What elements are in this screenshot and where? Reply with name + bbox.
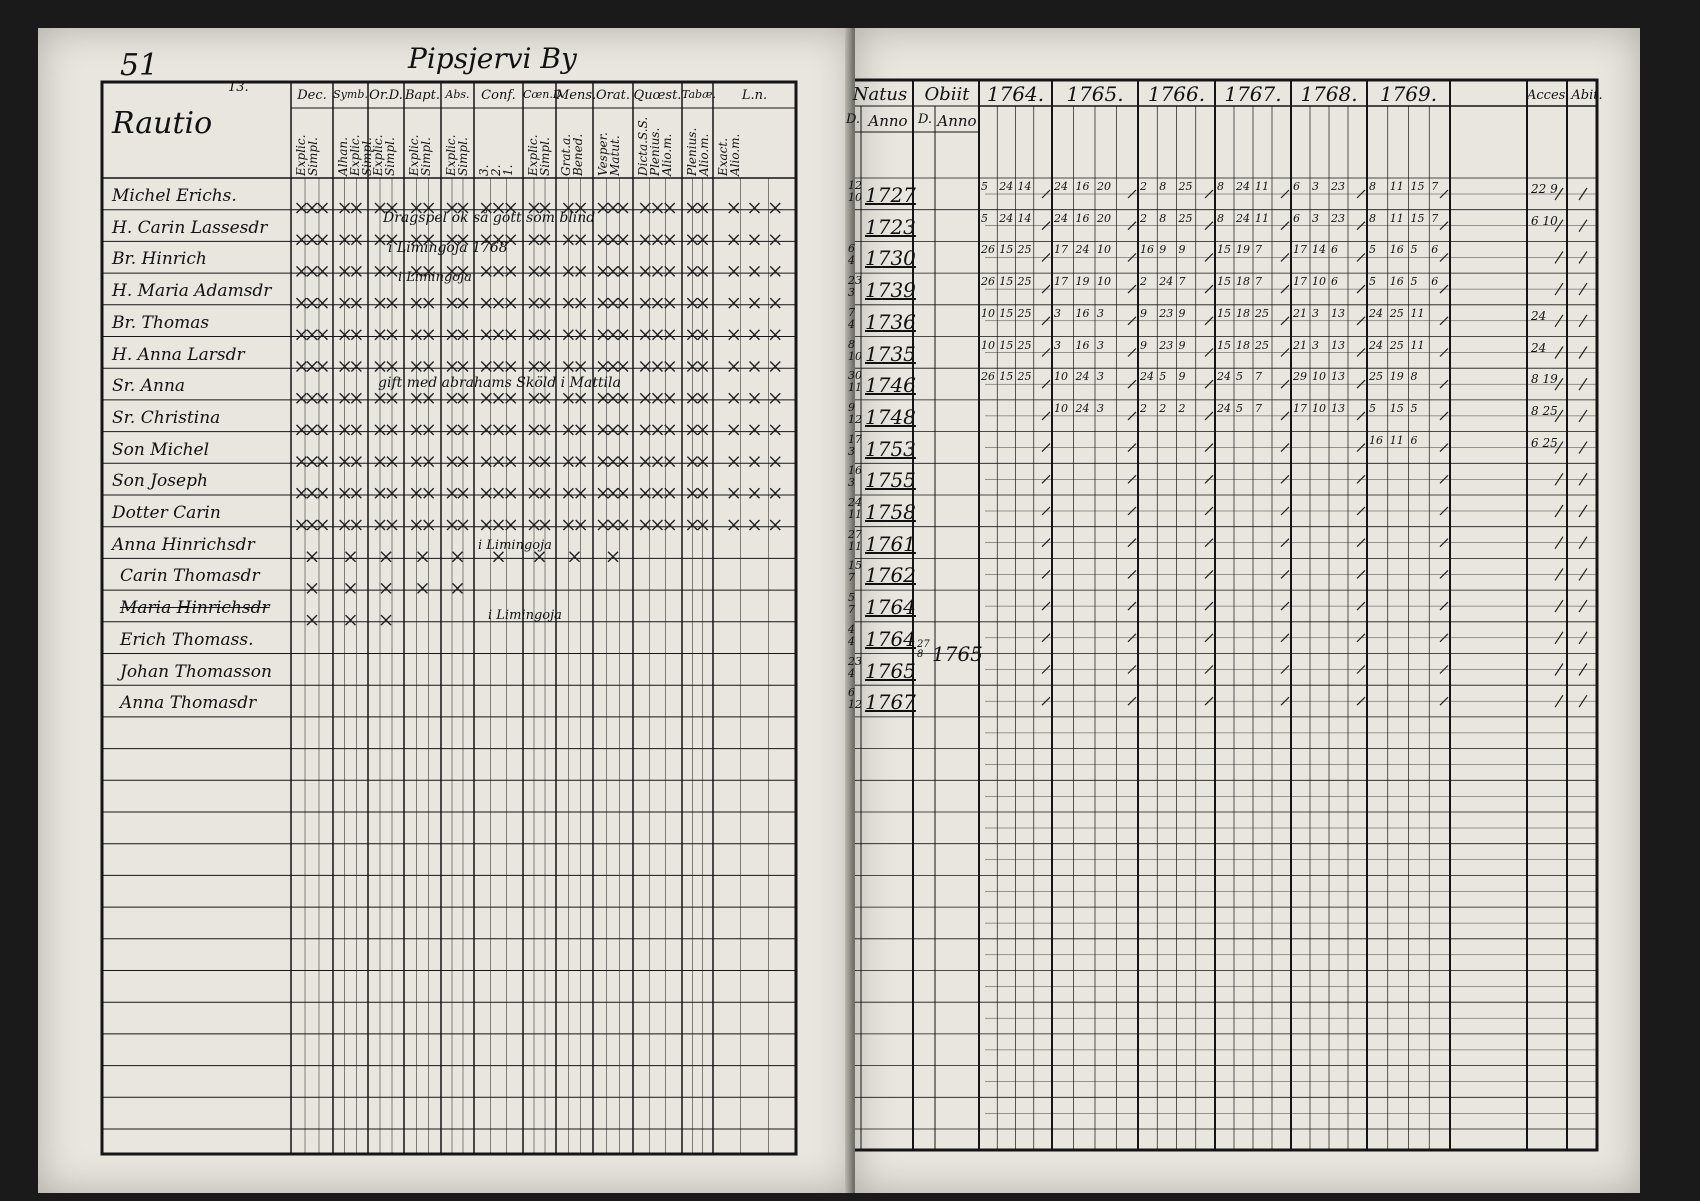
natus-header: Natus xyxy=(852,84,908,105)
year-mark: 8 xyxy=(1217,180,1224,193)
year-mark: 24 xyxy=(1369,306,1383,320)
year-mark: 3 xyxy=(1097,306,1104,320)
birth-day: 17 3 xyxy=(848,432,862,458)
birth-year: 1746 xyxy=(865,373,916,398)
year-mark: 15 xyxy=(999,338,1014,352)
column-header-label: L.n. xyxy=(741,88,768,103)
year-mark: 25 xyxy=(1389,338,1404,352)
year-mark: 5 xyxy=(981,180,988,193)
year-mark: 24 xyxy=(1236,180,1250,193)
acces-mark: 6 10 xyxy=(1531,213,1558,228)
year-mark: 17 xyxy=(1293,401,1307,415)
birth-year: 1761 xyxy=(865,531,916,556)
year-mark: 19 xyxy=(1389,370,1404,384)
left-page xyxy=(38,28,853,1193)
year-mark: 24 xyxy=(1140,370,1154,384)
house-name: Rautio xyxy=(112,106,213,141)
year-mark: 5 xyxy=(1236,401,1243,415)
year-mark: 13 xyxy=(1331,370,1345,384)
year-mark: 25 xyxy=(1178,180,1193,193)
birth-day: 27 11 xyxy=(848,527,862,553)
year-mark: 15 xyxy=(1410,180,1425,193)
year-mark: 14 xyxy=(1017,180,1032,193)
birth-day: 24 11 xyxy=(848,496,862,521)
year-header: 1767. xyxy=(1224,82,1282,106)
year-mark: 6 xyxy=(1410,433,1418,447)
year-mark: 3 xyxy=(1054,338,1061,352)
year-mark: 9 xyxy=(1140,306,1147,320)
year-mark: 18 xyxy=(1236,275,1250,289)
birth-year: 1765 xyxy=(865,658,916,683)
birth-day: 6 12 xyxy=(848,686,862,712)
year-mark: 17 xyxy=(1054,243,1068,257)
year-mark: 8 xyxy=(1159,180,1167,193)
year-mark: 16 xyxy=(1075,306,1090,320)
year-mark: 25 xyxy=(1255,306,1269,320)
column-header-sublabel: Explic. Simpl. xyxy=(294,134,320,176)
person-name: Erich Thomass. xyxy=(120,629,254,650)
year-mark: 23 xyxy=(1331,180,1345,193)
year-mark: 15 xyxy=(999,243,1014,257)
annotation: i Limingoja xyxy=(478,538,552,553)
year-mark: 6 xyxy=(1431,243,1439,257)
birth-year: 1748 xyxy=(865,404,916,429)
year-mark: 15 xyxy=(999,306,1014,320)
year-mark: 24 xyxy=(1075,243,1090,257)
person-name: Br. Thomas xyxy=(112,312,210,333)
birth-day: 8 10 xyxy=(848,337,862,363)
year-mark: 3 xyxy=(1097,338,1104,352)
year-mark: 16 xyxy=(1389,243,1404,257)
year-mark: 7 xyxy=(1178,275,1186,289)
year-mark: 5 xyxy=(1236,370,1243,384)
annotation: i Limingoja xyxy=(398,270,472,285)
year-mark: 25 xyxy=(1017,370,1032,384)
year-mark: 9 xyxy=(1178,306,1186,320)
year-mark: 25 xyxy=(1389,306,1404,320)
column-header-label: Tabæ. xyxy=(682,88,716,101)
year-mark: 10 xyxy=(1097,243,1111,257)
year-mark: 11 xyxy=(1389,211,1404,225)
year-mark: 25 xyxy=(1017,275,1032,289)
year-mark: 20 xyxy=(1097,180,1111,193)
person-name: Johan Thomasson xyxy=(120,661,272,682)
year-mark: 3 xyxy=(1312,338,1319,352)
table-border xyxy=(855,80,1597,1150)
year-mark: 13 xyxy=(1331,401,1345,415)
year-mark: 5 xyxy=(1410,401,1418,415)
year-mark: 24 xyxy=(1217,401,1231,415)
year-mark: 3 xyxy=(1054,306,1061,320)
person-name: H. Maria Adamsdr xyxy=(112,281,272,302)
year-mark: 2 xyxy=(1140,180,1147,193)
year-mark: 24 xyxy=(1054,211,1068,225)
year-mark: 16 xyxy=(1075,180,1090,193)
column-header-label: Cœn.D. xyxy=(523,88,565,101)
year-mark: 26 xyxy=(981,275,995,289)
year-mark: 15 xyxy=(1217,275,1231,289)
year-mark: 10 xyxy=(981,306,995,320)
year-mark: 6 xyxy=(1331,243,1338,257)
year-mark: 10 xyxy=(1054,401,1068,415)
acces-mark: 6 25 xyxy=(1531,435,1558,450)
year-mark: 24 xyxy=(1075,401,1090,415)
year-mark: 24 xyxy=(1217,370,1231,384)
year-mark: 3 xyxy=(1312,306,1319,320)
year-mark: 15 xyxy=(1389,401,1404,415)
year-mark: 24 xyxy=(1075,370,1090,384)
natus-day-header: D. xyxy=(845,112,861,127)
year-mark: 2 xyxy=(1140,211,1147,225)
year-mark: 7 xyxy=(1255,275,1262,289)
year-mark: 10 xyxy=(1054,370,1068,384)
year-mark: 8 xyxy=(1369,211,1376,225)
year-mark: 9 xyxy=(1140,338,1147,352)
annotation: i Limingoja 1768 xyxy=(388,240,508,256)
year-mark: 13 xyxy=(1331,338,1345,352)
year-mark: 10 xyxy=(1312,401,1326,415)
year-mark: 24 xyxy=(999,211,1014,225)
year-mark: 11 xyxy=(1255,180,1269,193)
year-mark: 7 xyxy=(1255,370,1262,384)
column-header-label: Orat. xyxy=(596,88,630,103)
column-header-sublabel: Exact. Alio.m. xyxy=(716,133,742,176)
year-mark: 15 xyxy=(1217,306,1231,320)
year-mark: 25 xyxy=(1255,338,1269,352)
year-mark: 19 xyxy=(1236,243,1250,257)
year-mark: 18 xyxy=(1236,338,1250,352)
year-mark: 9 xyxy=(1178,338,1186,352)
year-mark: 10 xyxy=(1312,370,1326,384)
year-mark: 6 xyxy=(1431,275,1439,289)
person-name: Br. Hinrich xyxy=(112,249,207,270)
year-mark: 6 xyxy=(1293,180,1300,193)
right-ledger-grid xyxy=(855,28,1640,1193)
person-name: H. Carin Lassesdr xyxy=(112,217,268,238)
obiit-year-header: Anno xyxy=(937,112,977,130)
year-header: 1769. xyxy=(1379,82,1438,106)
year-mark: 17 xyxy=(1293,243,1307,257)
year-mark: 2 xyxy=(1178,401,1186,415)
column-header-label: Mens. xyxy=(556,88,597,103)
person-name: Son Joseph xyxy=(112,471,208,492)
year-mark: 11 xyxy=(1410,338,1425,352)
column-header-sublabel: Explic. Simpl. xyxy=(371,134,397,176)
year-mark: 16 xyxy=(1369,433,1383,447)
year-mark: 10 xyxy=(981,338,995,352)
year-mark: 24 xyxy=(999,180,1014,193)
birth-year: 1762 xyxy=(865,563,916,588)
death-year: 1765 xyxy=(932,642,983,666)
year-mark: 3 xyxy=(1312,180,1319,193)
person-name: Anna Hinrichsdr xyxy=(112,534,255,555)
person-name: Dotter Carin xyxy=(112,503,221,523)
column-header-label: Dec. xyxy=(297,88,327,103)
birth-day: 6 4 xyxy=(848,242,855,268)
year-mark: 21 xyxy=(1293,338,1307,352)
year-mark: 26 xyxy=(981,243,995,257)
year-mark: 2 xyxy=(1140,275,1147,289)
acces-header: Acces. xyxy=(1527,88,1570,103)
year-mark: 2 xyxy=(1140,401,1147,415)
year-mark: 3 xyxy=(1097,401,1104,415)
acces-mark: 8 25 xyxy=(1531,403,1558,418)
year-mark: 6 xyxy=(1293,211,1300,225)
acces-mark: 8 19 xyxy=(1531,372,1558,387)
person-name: Son Michel xyxy=(112,439,210,460)
year-mark: 15 xyxy=(999,275,1014,289)
year-mark: 18 xyxy=(1236,306,1250,320)
person-name: Anna Thomasdr xyxy=(120,693,257,714)
year-mark: 16 xyxy=(1140,243,1154,257)
year-header: 1764. xyxy=(986,82,1045,106)
year-mark: 3 xyxy=(1097,370,1104,384)
column-header-sublabel: Explic. Simpl. xyxy=(407,134,433,176)
birth-year: 1764 xyxy=(865,626,916,651)
year-mark: 7 xyxy=(1255,243,1262,257)
column-header-sublabel: Alhan. Explic. Simpl. xyxy=(336,134,374,176)
year-mark: 10 xyxy=(1312,275,1326,289)
year-mark: 6 xyxy=(1331,275,1338,289)
column-header-sublabel: 3. 2. 1. xyxy=(477,164,515,176)
birth-year: 1758 xyxy=(865,500,916,524)
birth-year: 1739 xyxy=(865,278,916,303)
column-header-sublabel: Vesper. Matut. xyxy=(596,132,622,176)
birth-year: 1727 xyxy=(865,183,916,207)
person-name: Carin Thomasdr xyxy=(120,566,260,587)
column-header-label: Bapt. xyxy=(405,88,440,103)
birth-year: 1735 xyxy=(865,341,916,366)
year-mark: 24 xyxy=(1159,275,1174,289)
person-name: H. Anna Larsdr xyxy=(112,344,245,365)
year-mark: 15 xyxy=(1217,338,1231,352)
birth-day: 9 12 xyxy=(848,400,862,426)
year-mark: 25 xyxy=(1017,306,1032,320)
year-header: 1766. xyxy=(1147,82,1206,106)
year-mark: 3 xyxy=(1312,211,1319,225)
year-mark: 13 xyxy=(1331,306,1345,320)
year-mark: 8 xyxy=(1159,211,1167,225)
year-mark: 21 xyxy=(1293,306,1307,320)
year-mark: 29 xyxy=(1293,370,1307,384)
year-mark: 19 xyxy=(1075,275,1090,289)
year-mark: 10 xyxy=(1097,275,1111,289)
person-name: Sr. Christina xyxy=(112,407,221,428)
year-mark: 25 xyxy=(1178,211,1193,225)
year-mark: 5 xyxy=(1410,275,1418,289)
year-mark: 7 xyxy=(1255,401,1262,415)
year-mark: 8 xyxy=(1369,180,1376,193)
year-mark: 23 xyxy=(1331,211,1345,225)
year-mark: 16 xyxy=(1389,275,1404,289)
column-header-sublabel: Explic. Simpl. xyxy=(444,134,470,176)
obiit-header: Obiit xyxy=(924,84,970,105)
birth-year: 1723 xyxy=(865,214,916,239)
year-mark: 17 xyxy=(1054,275,1068,289)
year-mark: 8 xyxy=(1410,370,1418,384)
column-header-label: Symb. xyxy=(333,88,368,101)
birth-day: 30 11 xyxy=(848,369,862,395)
year-mark: 16 xyxy=(1075,338,1090,352)
year-header: 1765. xyxy=(1066,82,1124,106)
year-mark: 25 xyxy=(1017,338,1032,352)
year-mark: 17 xyxy=(1293,275,1307,289)
year-mark: 25 xyxy=(1369,370,1383,384)
year-mark: 7 xyxy=(1431,180,1439,193)
birth-year: 1736 xyxy=(865,309,916,334)
year-mark: 5 xyxy=(981,211,988,225)
birth-year: 1730 xyxy=(865,246,916,271)
birth-year: 1764 xyxy=(865,595,916,620)
column-header-label: Or.D. xyxy=(369,88,403,103)
acces-mark: 24 xyxy=(1531,340,1547,355)
abit-header: Abit. xyxy=(1571,88,1603,103)
death-day: 27 8 xyxy=(917,639,930,660)
birth-day: 5 7 xyxy=(848,591,855,617)
year-mark: 24 xyxy=(1236,211,1250,225)
birth-day: 7 4 xyxy=(848,305,855,331)
birth-year: 1767 xyxy=(865,690,916,715)
obiit-day-header: D. xyxy=(917,112,933,127)
birth-day: 16 3 xyxy=(848,464,862,490)
birth-year: 1755 xyxy=(865,468,916,493)
annotation: i Limingoja xyxy=(488,608,562,623)
column-header-label: Conf. xyxy=(481,88,516,103)
birth-year: 1753 xyxy=(865,436,916,461)
year-mark: 25 xyxy=(1017,243,1032,257)
year-mark: 5 xyxy=(1369,401,1376,415)
column-header-label: Abs. xyxy=(445,88,470,101)
year-mark: 9 xyxy=(1178,370,1186,384)
birth-day: 12 10 xyxy=(848,179,862,204)
year-mark: 11 xyxy=(1389,433,1404,447)
year-mark: 24 xyxy=(1369,338,1383,352)
year-header: 1768. xyxy=(1300,82,1358,106)
birth-day: 4 4 xyxy=(848,622,855,648)
year-mark: 9 xyxy=(1178,243,1186,257)
year-mark: 15 xyxy=(1410,211,1425,225)
year-mark: 11 xyxy=(1389,180,1404,193)
year-mark: 23 xyxy=(1159,338,1174,352)
column-header-sublabel: Dicta.S.S. Plenius. Alio.m. xyxy=(636,116,674,176)
year-mark: 9 xyxy=(1159,243,1167,257)
year-mark: 11 xyxy=(1410,306,1425,320)
year-mark: 15 xyxy=(1217,243,1231,257)
year-mark: 7 xyxy=(1431,211,1439,225)
year-mark: 14 xyxy=(1017,211,1032,225)
acces-mark: 24 xyxy=(1531,308,1547,323)
year-mark: 23 xyxy=(1159,306,1174,320)
column-header-sublabel: Grat.a. Bened. xyxy=(559,133,585,176)
column-header-sublabel: Plenius. Alio.m. xyxy=(685,127,711,176)
page-number: 51 xyxy=(120,48,159,83)
column-header-label: Quœst. xyxy=(633,88,682,103)
year-mark: 5 xyxy=(1369,243,1376,257)
year-mark: 2 xyxy=(1159,401,1167,415)
year-mark: 5 xyxy=(1410,243,1418,257)
natus-year-header: Anno xyxy=(868,112,908,130)
year-mark: 14 xyxy=(1312,243,1326,257)
year-mark: 24 xyxy=(1054,180,1068,193)
birth-day: 23 4 xyxy=(848,654,862,680)
column-header-sublabel: Explic. Simpl. xyxy=(526,134,552,176)
birth-day: 23 3 xyxy=(848,274,862,300)
year-mark: 5 xyxy=(1369,275,1376,289)
person-name: Maria Hinrichsdr xyxy=(120,598,270,619)
village-title: Pipsjervi By xyxy=(408,42,577,75)
year-mark: 5 xyxy=(1159,370,1167,384)
birth-day: 15 7 xyxy=(848,559,862,585)
acces-mark: 22 9 xyxy=(1531,182,1558,196)
annotation: gift med abrahams Sköld i Mattila xyxy=(378,375,621,391)
person-name: Michel Erichs. xyxy=(112,186,237,206)
right-page xyxy=(845,28,1640,1193)
year-mark: 11 xyxy=(1255,211,1269,225)
year-mark: 20 xyxy=(1097,211,1111,225)
annotation: Dragspel ok så gott som blind xyxy=(383,210,596,226)
person-name: Sr. Anna xyxy=(112,376,186,397)
year-mark: 15 xyxy=(999,370,1014,384)
year-mark: 26 xyxy=(981,370,995,384)
house-number: 13. xyxy=(228,80,249,95)
year-mark: 16 xyxy=(1075,211,1090,225)
year-mark: 8 xyxy=(1217,211,1224,225)
